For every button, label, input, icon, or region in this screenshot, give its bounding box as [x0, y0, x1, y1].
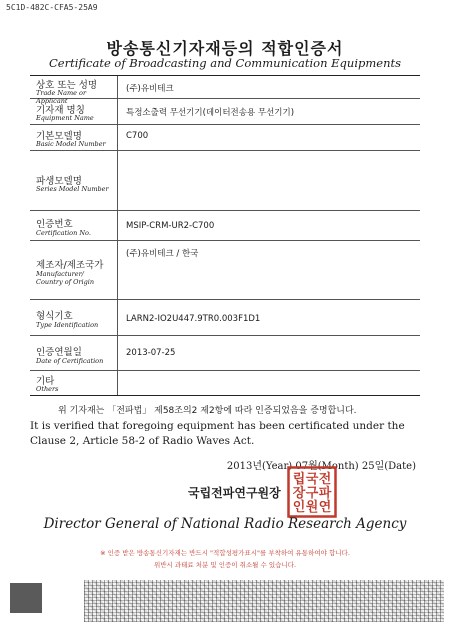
security-mark-block [10, 583, 42, 613]
verification-statement-korean: 위 기자재는 「전파법」 제58조의2 제2항에 따라 인증되었음을 증명합니다. [58, 406, 357, 416]
applicant-value: (주)유비테크 [126, 84, 174, 94]
label-cell [30, 336, 118, 370]
certificate-details-table [30, 75, 420, 396]
basic-model-value: C700 [126, 131, 149, 141]
row-certification-no [30, 211, 420, 241]
label-english: Certification No. [36, 229, 91, 237]
seal-char: 장 [292, 486, 306, 501]
row-applicant [30, 76, 420, 105]
seal-char: 파 [318, 486, 332, 501]
type-identification-value: LARN2-IO2U447.9TR0.003F1D1 [126, 314, 261, 324]
label-english: Series Model Number [36, 185, 109, 193]
row-series-model [30, 151, 420, 211]
label-korean: 기자재 명칭 [36, 105, 85, 116]
seal-char: 국 [305, 472, 319, 487]
label-korean: 형식기호 [36, 311, 73, 322]
label-korean: 기본모델명 [36, 131, 82, 142]
label-cell [30, 300, 118, 335]
label-english: Manufacturer/ [36, 270, 84, 278]
manufacturer-value: (주)유비테크 / 한국 [126, 249, 199, 259]
label-cell [30, 241, 118, 299]
label-english: Type Identification [36, 321, 99, 329]
notice-line: 위반시 과태료 처분 및 인증이 취소될 수 있습니다. [153, 561, 297, 569]
row-equipment-name [30, 99, 420, 125]
row-type-identification [30, 300, 420, 336]
row-others [30, 371, 420, 395]
seal-char: 인 [292, 500, 306, 515]
label-korean: 기타 [36, 376, 55, 387]
row-manufacturer [30, 241, 420, 300]
label-cell [30, 76, 118, 105]
official-seal-icon [287, 466, 337, 518]
certificate-title-english: Certificate of Broadcasting and Communication Equipments [48, 56, 402, 70]
seal-char: 구 [305, 486, 319, 501]
label-cell [30, 211, 118, 240]
issue-date: 2013년(Year) 07월(Month) 25일(Date) [226, 461, 416, 472]
label-cell [30, 151, 118, 210]
row-certification-date [30, 336, 420, 371]
document-serial-number: 5C1D-482C-CFA5-25A9 [6, 3, 98, 12]
label-korean: 제조자/제조국가 [36, 260, 104, 271]
seal-char: 원 [305, 500, 319, 515]
seal-char: 연 [318, 500, 332, 515]
label-english: Country of Origin [36, 278, 95, 286]
notice-line: ※ 인증 받은 방송통신기자재는 반드시 "적합성평가표시"를 부착하여 유통하여야 합니다. [100, 549, 350, 557]
certification-no-value: MSIP-CRM-UR2-C700 [126, 221, 215, 231]
security-pattern-strip [84, 580, 444, 622]
label-english: Basic Model Number [36, 140, 106, 148]
issuer-name-english: Director General of National Radio Research Agency [43, 516, 407, 532]
seal-char: 립 [292, 472, 306, 487]
label-english: Equipment Name [36, 114, 94, 122]
seal-char: 전 [318, 472, 332, 487]
label-english: Trade Name or Applicant [36, 89, 87, 105]
label-english: Others [36, 385, 59, 393]
label-cell [30, 99, 118, 124]
issuer-name-korean: 국립전파연구원장 [188, 486, 281, 500]
label-korean: 파생모델명 [36, 176, 82, 187]
label-korean: 인증번호 [36, 219, 73, 230]
certification-date-value: 2013-07-25 [126, 348, 176, 358]
label-korean: 인증연월일 [36, 347, 82, 358]
label-cell [30, 371, 118, 395]
verification-statement-english: It is verified that foregoing equipment has been certificated under the Clause 2, Article 58-2 of Radio Waves Act. [30, 420, 405, 447]
label-english: Date of Certification [36, 357, 104, 365]
row-basic-model [30, 125, 420, 151]
equipment-name-value: 특정소출력 무선기기(데이터전송용 무선기기) [126, 108, 295, 118]
label-cell [30, 125, 118, 150]
label-korean: 상호 또는 성명 [36, 80, 98, 91]
certificate-title-korean: 방송통신기자재등의 적합인증서 [106, 39, 344, 58]
